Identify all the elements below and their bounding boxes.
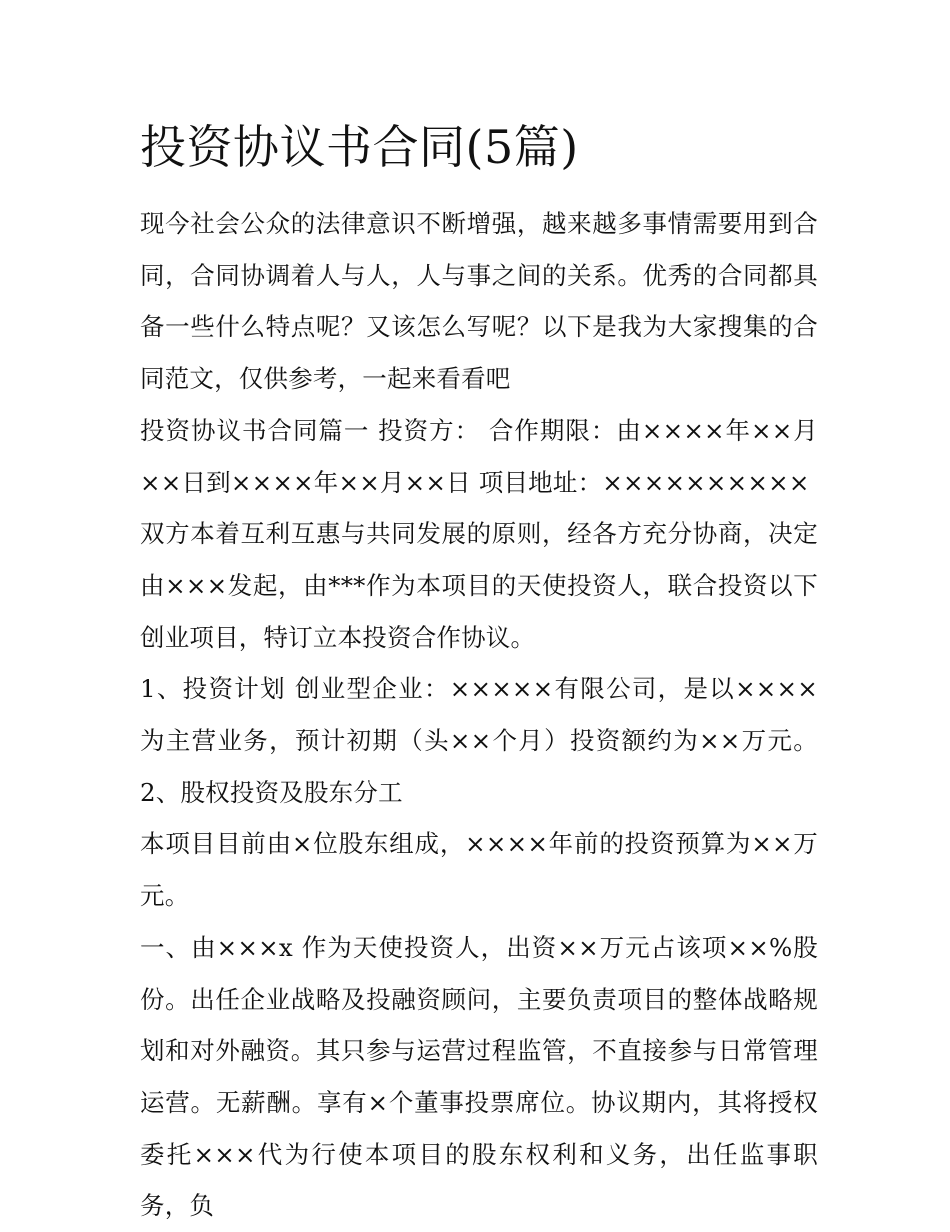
paragraph-principles: 双方本着互利互惠与共同发展的原则，经各方充分协商，决定由×××发起，由***作为本项目的天使投资人，联合投资以下创业项目，特订立本投资合作协议。 [140, 519, 818, 652]
paragraph-intro: 现今社会公众的法律意识不断增强，越来越多事情需要用到合同，合同协调着人与人，人与事之间的关系。优秀的合同都具备一些什么特点呢？又该怎么写呢？以下是我为大家搜集的合同范文，仅供参考，一起来看看吧 [140, 209, 818, 394]
paragraph-investment-plan: 1、投资计划 创业型企业：×××××有限公司，是以××××为主营业务，预计初期（头××个月）投资额约为××万元。 2、股权投资及股东分工 [140, 674, 818, 807]
document-body [140, 198, 818, 1232]
document-title: 投资协议书合同(5篇) [140, 120, 579, 174]
paragraph-shareholders: 本项目目前由×位股东组成，××××年前的投资预算为××万元。 [140, 829, 818, 911]
paragraph-contract-header: 投资协议书合同篇一 投资方： 合作期限：由××××年××月××日到××××年××月××日 项目地址：×××××××××× [140, 415, 818, 497]
paragraph-angel-investor: 一、由×××x 作为天使投资人，出资××万元占该项××%股份。出任企业战略及投融资顾问，主要负责项目的整体战略规划和对外融资。其只参与运营过程监管，不直接参与日常管理运营。无薪酬。享有×个董事投票席位。协议期内，其将授权委托×××代为行使本项目的股东权利和义务，出任监事职务，负 [140, 932, 818, 1221]
